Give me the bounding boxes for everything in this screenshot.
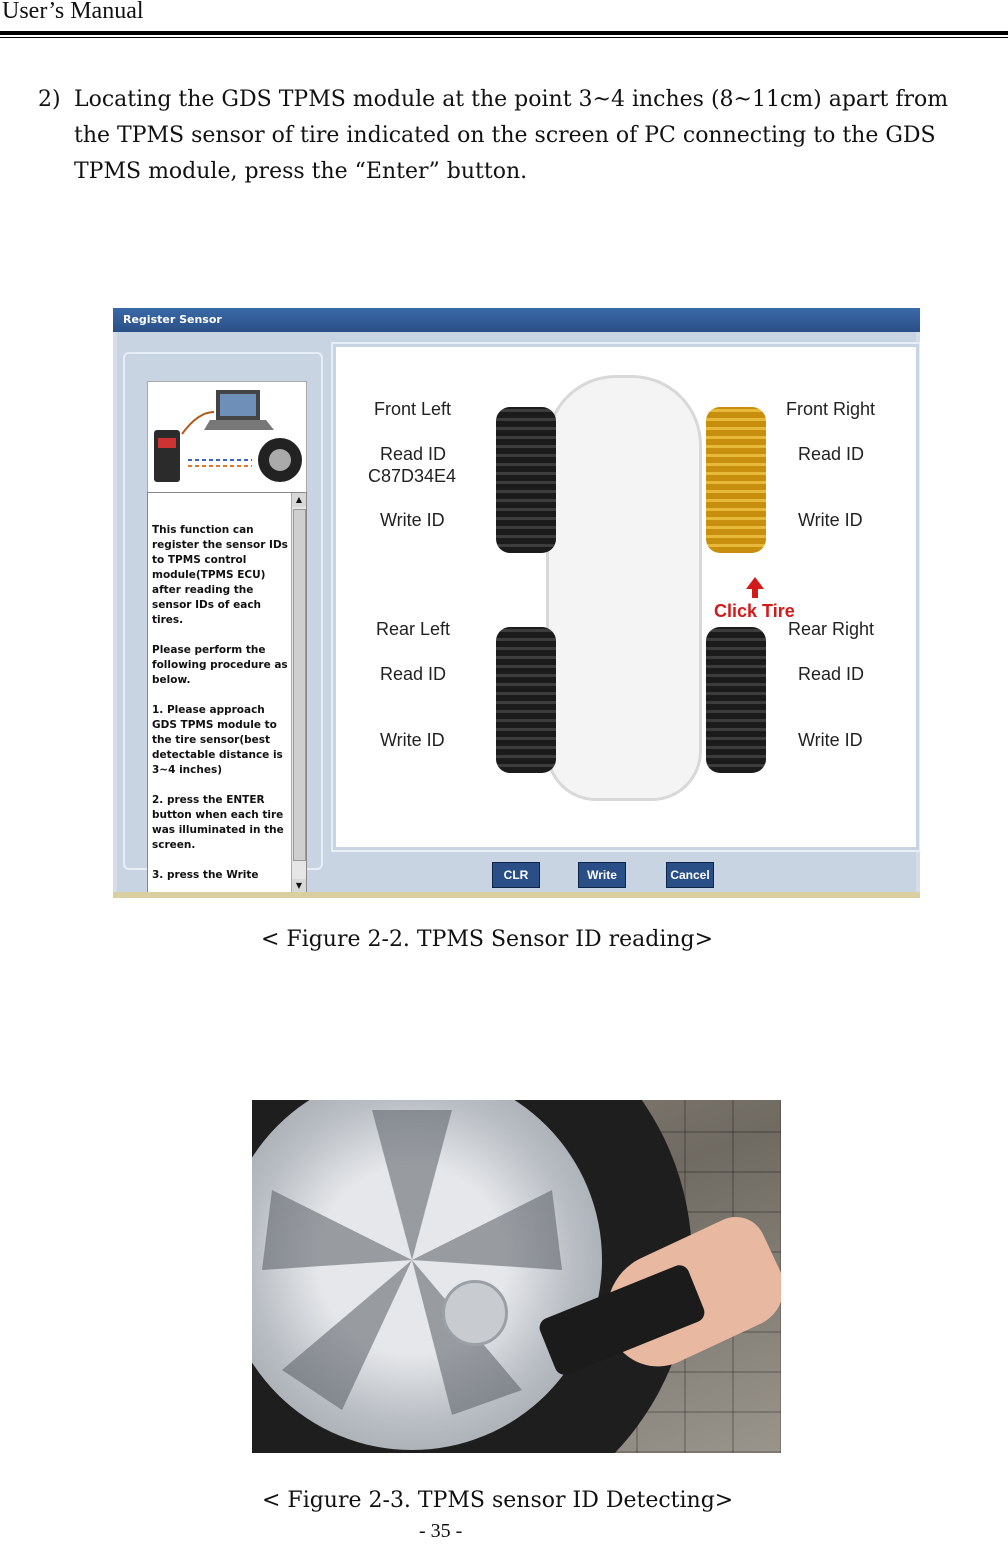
page-header bbox=[0, 0, 1008, 44]
header-rule-thin bbox=[0, 37, 1008, 38]
tire-front-left[interactable] bbox=[496, 407, 556, 553]
front-left-write-label: Write ID bbox=[380, 510, 445, 530]
taskbar-strip bbox=[113, 892, 920, 898]
click-tire-hint: Click Tire bbox=[714, 601, 795, 621]
tire-rear-right[interactable] bbox=[706, 627, 766, 773]
photo-wheel-rim bbox=[252, 1100, 602, 1450]
front-left-read-value: C87D34E4 bbox=[368, 466, 457, 486]
tire-diagram-pane bbox=[333, 344, 919, 850]
window-titlebar bbox=[113, 308, 920, 332]
scroll-thumb[interactable] bbox=[293, 509, 306, 861]
front-right-write-label: Write ID bbox=[798, 510, 863, 530]
figure-2-2-caption: < Figure 2-2. TPMS Sensor ID reading> bbox=[261, 927, 714, 952]
tire-front-right-selected[interactable] bbox=[706, 407, 766, 553]
write-button[interactable]: Write bbox=[578, 862, 626, 888]
kia-hub-cap-logo bbox=[442, 1280, 508, 1346]
rear-right-write-label: Write ID bbox=[798, 730, 863, 750]
cancel-button[interactable]: Cancel bbox=[666, 862, 714, 888]
help-scrollbar[interactable] bbox=[291, 493, 306, 893]
connection-illustration bbox=[147, 381, 307, 495]
car-outline bbox=[546, 375, 702, 801]
scroll-up-icon[interactable]: ▲ bbox=[292, 493, 306, 507]
rear-left-read-label: Read ID bbox=[380, 664, 447, 684]
rear-right-label: Rear Right bbox=[788, 619, 875, 639]
clr-button[interactable]: CLR bbox=[492, 862, 540, 888]
page-number: - 35 - bbox=[419, 1520, 463, 1542]
scroll-down-icon[interactable]: ▼ bbox=[292, 879, 306, 893]
manual-title: User’s Manual bbox=[2, 0, 144, 24]
rear-left-write-label: Write ID bbox=[380, 730, 445, 750]
arrow-stem bbox=[752, 588, 758, 598]
step-line-2: the TPMS sensor of tire indicated on the screen of PC connecting to the GDS bbox=[74, 123, 936, 148]
help-textbox[interactable] bbox=[147, 492, 307, 894]
front-right-read-label: Read ID bbox=[798, 444, 865, 464]
window-title: Register Sensor bbox=[123, 313, 222, 326]
tpms-detecting-photo bbox=[252, 1100, 781, 1453]
front-left-read-label: Read ID bbox=[380, 444, 447, 464]
front-right-label: Front Right bbox=[786, 399, 876, 419]
tire-rear-left[interactable] bbox=[496, 627, 556, 773]
window-body bbox=[117, 332, 916, 892]
help-text: This function can register the sensor IDs to TPMS control module(TPMS ECU) after reading the sensor IDs of each tires. Please perform the following procedure as below. 1. Please approach GDS TPMS module to the tire sensor(best detectable distance is 3~4 inches) 2. press the ENTER button when each tire was illuminated in the screen. 3. press the Write bbox=[152, 524, 288, 881]
step-line-1: Locating the GDS TPMS module at the point 3~4 inches (8~11cm) apart from bbox=[74, 87, 949, 112]
step-line-3: TPMS module, press the “Enter” button. bbox=[74, 159, 528, 184]
rear-left-label: Rear Left bbox=[376, 619, 451, 639]
header-rule-thick bbox=[0, 31, 1008, 35]
rear-right-read-label: Read ID bbox=[798, 664, 865, 684]
figure-2-3-caption: < Figure 2-3. TPMS sensor ID Detecting> bbox=[262, 1488, 734, 1513]
front-left-label: Front Left bbox=[374, 399, 452, 419]
register-sensor-screenshot bbox=[113, 308, 920, 898]
step-number: 2) bbox=[38, 87, 61, 112]
